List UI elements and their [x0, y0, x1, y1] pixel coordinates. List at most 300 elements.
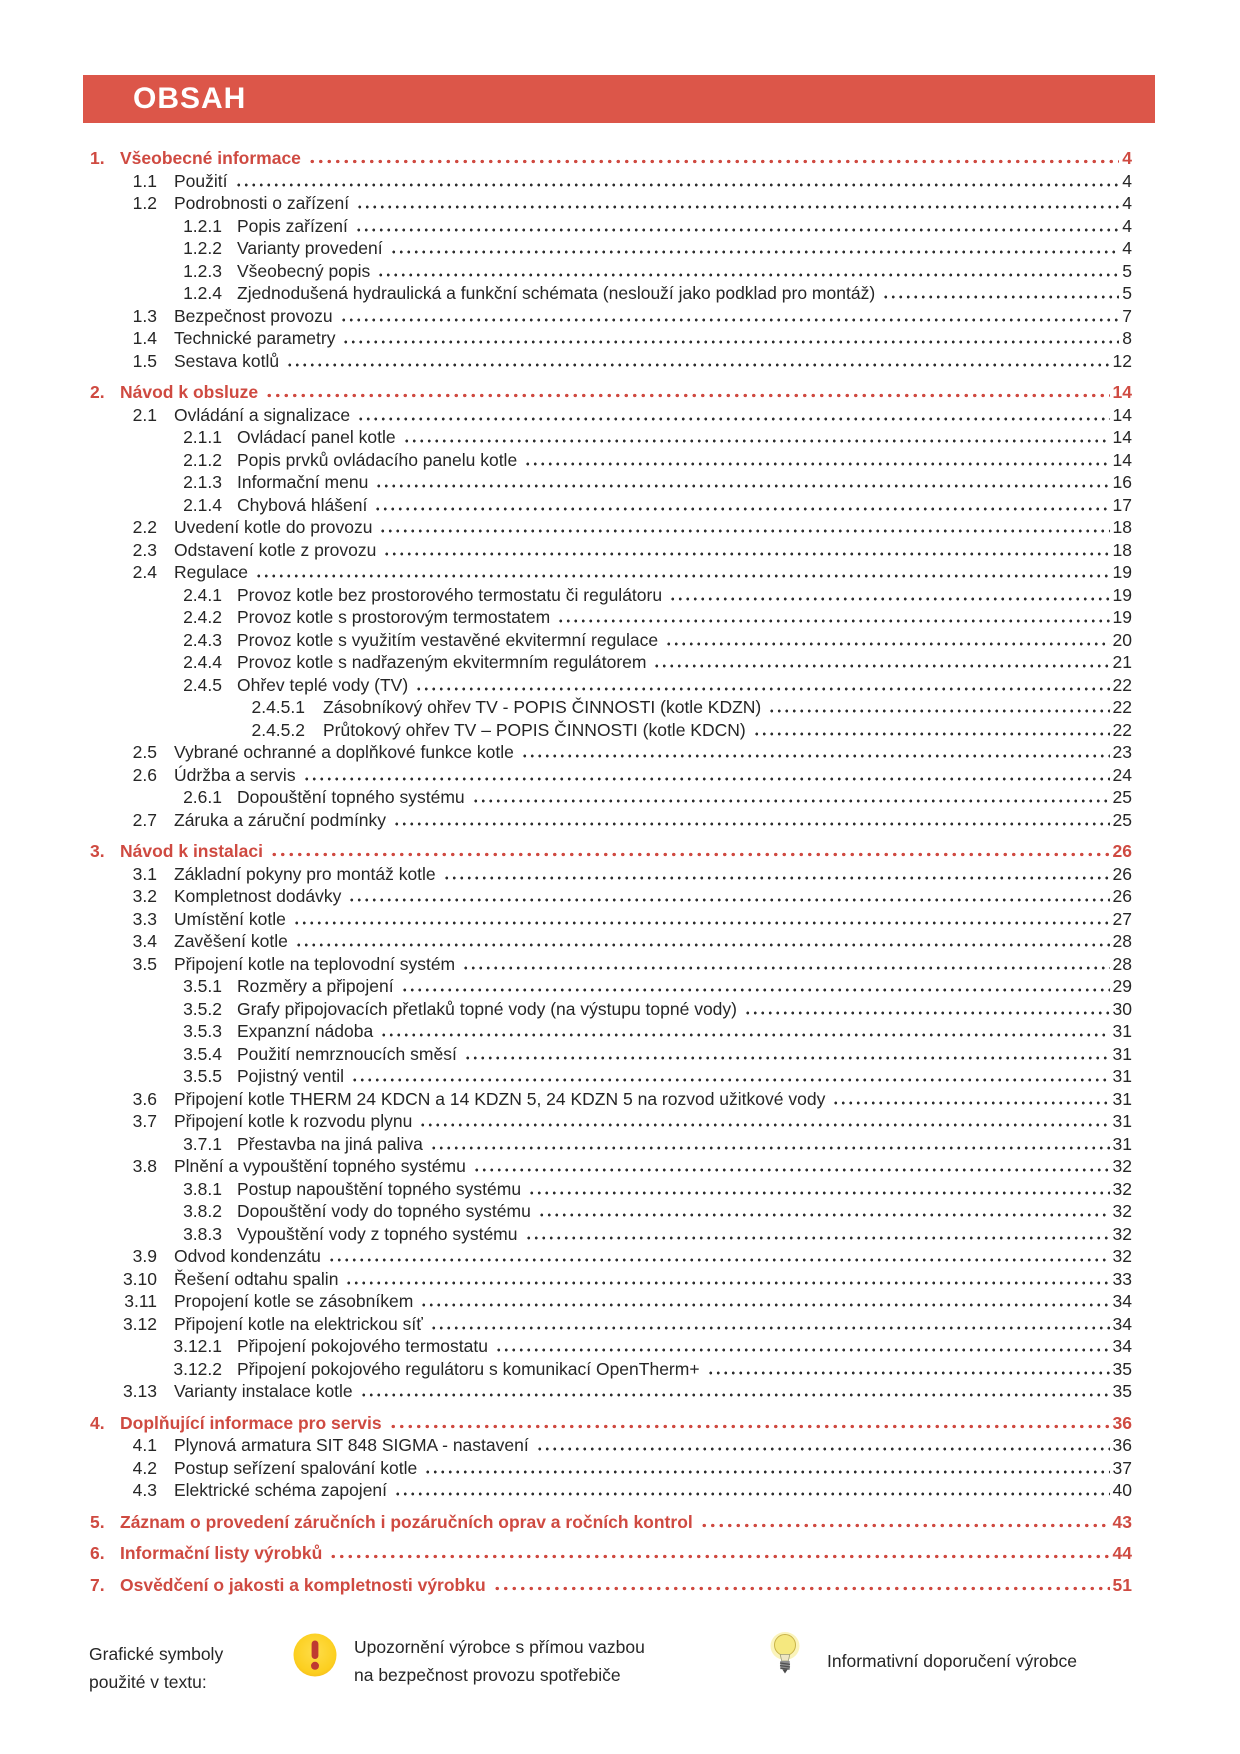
toc-entry-page: 4	[1122, 215, 1132, 236]
dot-leader	[308, 159, 1119, 164]
dot-leader	[669, 597, 1109, 601]
toc-entry-title: Všeobecný popis	[237, 260, 371, 281]
dot-leader	[340, 318, 1120, 322]
toc-entry	[85, 606, 1132, 629]
toc	[85, 147, 1132, 1596]
toc-entry	[85, 809, 1132, 832]
toc-entry-title: Rozměry a připojení	[237, 976, 394, 996]
dot-leader	[389, 1424, 1110, 1429]
toc-entry-page: 32	[1112, 1156, 1132, 1176]
toc-entry-number: 1.	[90, 148, 105, 168]
toc-entry	[85, 305, 1132, 328]
dot-leader	[443, 876, 1110, 880]
toc-entry-number: 3.5.1	[183, 976, 222, 996]
toc-entry-page: 36	[1112, 1435, 1132, 1455]
toc-entry	[85, 1020, 1132, 1043]
toc-entry-number: 2.3	[132, 539, 157, 560]
toc-entry-number: 1.2.1	[183, 215, 222, 236]
toc-entry-title: Postup napouštění topného systému	[237, 1178, 522, 1199]
toc-entry-number: 4.1	[132, 1435, 157, 1455]
toc-entry-number: 2.4.4	[183, 652, 222, 672]
toc-entry-page: 26	[1112, 841, 1132, 861]
toc-entry-title: Postup seřízení spalování kotle	[174, 1457, 418, 1478]
toc-entry-number: 2.1	[132, 404, 157, 425]
toc-entry-title: Provoz kotle s prostorovým termostatem	[237, 607, 551, 627]
toc-entry-page: 25	[1112, 809, 1132, 830]
toc-entry-page: 31	[1112, 1043, 1132, 1064]
dot-leader	[348, 898, 1109, 902]
toc-entry-number: 2.1.4	[183, 494, 222, 515]
toc-entry-title: Doplňující informace pro servis	[120, 1412, 382, 1433]
toc-entry-page: 14	[1112, 404, 1132, 425]
toc-entry-title: Informační menu	[237, 472, 369, 492]
toc-entry	[85, 1358, 1132, 1381]
toc-entry-page: 26	[1112, 886, 1132, 906]
dot-leader	[525, 1236, 1110, 1240]
toc-entry	[85, 1110, 1132, 1133]
dot-leader	[390, 250, 1120, 254]
toc-entry-page: 4	[1122, 148, 1132, 168]
toc-entry	[85, 1542, 1132, 1565]
toc-entry-number: 3.13	[122, 1381, 157, 1401]
toc-entry-number: 2.1.2	[183, 449, 222, 470]
toc-entry-number: 3.8.3	[183, 1223, 222, 1244]
toc-entry-title: Dopouštění topného systému	[237, 787, 465, 807]
legend-label-line2: použité v textu:	[89, 1672, 207, 1692]
toc-entry-page: 27	[1112, 908, 1132, 929]
dot-leader	[521, 754, 1110, 758]
dot-leader	[374, 507, 1109, 511]
dot-leader	[345, 1281, 1109, 1285]
toc-entry-title: Záznam o provedení záručních i pozáručních oprav a ročních kontrol	[120, 1511, 693, 1532]
toc-entry	[85, 1200, 1132, 1223]
toc-entry	[85, 539, 1132, 562]
legend-warning-text	[354, 1633, 674, 1689]
toc-entry-number: 3.1	[132, 863, 157, 884]
toc-entry	[85, 741, 1132, 764]
toc-entry-page: 18	[1112, 517, 1132, 537]
toc-entry-title: Průtokový ohřev TV – POPIS ČINNOSTI (kotle KDCN)	[323, 719, 746, 740]
toc-entry-page: 25	[1112, 787, 1132, 807]
toc-entry-page: 34	[1112, 1336, 1132, 1356]
toc-entry-page: 32	[1112, 1246, 1132, 1266]
toc-entry-page: 40	[1112, 1480, 1132, 1500]
toc-entry	[85, 1290, 1132, 1313]
dot-leader	[270, 852, 1110, 857]
toc-entry-title: Chybová hlášení	[237, 494, 368, 515]
toc-entry	[85, 1434, 1132, 1457]
dot-leader	[464, 1056, 1110, 1060]
dot-leader	[356, 205, 1119, 209]
toc-entry-page: 43	[1112, 1511, 1132, 1532]
dot-leader	[462, 966, 1109, 970]
toc-entry-number: 2.4.5.2	[251, 719, 305, 740]
toc-entry-title: Grafy připojovacích přetlaků topné vody (na výstupu topné vody)	[237, 998, 737, 1019]
toc-entry-number: 5.	[90, 1511, 105, 1532]
dot-leader	[255, 574, 1110, 578]
toc-entry-title: Řešení odtahu spalin	[174, 1268, 339, 1289]
dot-leader	[536, 1447, 1110, 1451]
toc-entry-number: 2.6	[132, 764, 157, 785]
lightbulb-icon	[770, 1631, 800, 1681]
dot-leader	[528, 1191, 1109, 1195]
toc-entry-title: Všeobecné informace	[120, 148, 301, 168]
toc-entry	[85, 1223, 1132, 1246]
dot-leader	[293, 921, 1110, 925]
dot-leader	[473, 1168, 1110, 1172]
toc-entry	[85, 381, 1132, 404]
toc-entry-title: Regulace	[174, 562, 248, 582]
toc-entry-page: 32	[1112, 1178, 1132, 1199]
toc-entry	[85, 651, 1132, 674]
toc-entry	[85, 840, 1132, 863]
toc-entry-number: 3.12.1	[173, 1336, 222, 1356]
toc-entry-title: Ovládací panel kotle	[237, 427, 396, 447]
toc-entry-page: 31	[1112, 1088, 1132, 1109]
toc-entry-page: 14	[1112, 427, 1132, 447]
toc-entry-title: Umístění kotle	[174, 908, 286, 929]
toc-entry-page: 51	[1112, 1574, 1132, 1595]
toc-entry-number: 6.	[90, 1543, 105, 1563]
toc-entry-page: 22	[1112, 674, 1132, 695]
dot-leader	[355, 228, 1119, 232]
toc-entry-page: 30	[1112, 998, 1132, 1019]
dot-leader	[394, 1492, 1110, 1496]
toc-entry-number: 1.4	[132, 328, 157, 348]
toc-entry	[85, 863, 1132, 886]
toc-entry-number: 1.2.4	[183, 283, 222, 303]
toc-entry-number: 3.	[90, 841, 105, 861]
toc-entry-title: Provoz kotle bez prostorového termostatu či regulátoru	[237, 584, 663, 605]
toc-entry-number: 2.4.2	[183, 607, 222, 627]
toc-entry-page: 31	[1112, 1021, 1132, 1041]
toc-entry-number: 3.3	[132, 908, 157, 929]
toc-entry-title: Zásobníkový ohřev TV - POPIS ČINNOSTI (kotle KDZN)	[323, 697, 762, 717]
toc-entry	[85, 885, 1132, 908]
toc-entry	[85, 1133, 1132, 1156]
dot-leader	[653, 664, 1109, 668]
dot-leader	[419, 1123, 1109, 1127]
toc-entry	[85, 764, 1132, 787]
toc-entry-number: 1.2.2	[183, 238, 222, 258]
toc-entry-page: 26	[1112, 863, 1132, 884]
toc-entry-number: 3.2	[132, 886, 157, 906]
toc-entry-title: Informační listy výrobků	[120, 1543, 323, 1563]
dot-leader	[753, 732, 1110, 736]
toc-entry-number: 3.12.2	[173, 1358, 222, 1379]
toc-entry	[85, 1088, 1132, 1111]
dot-leader	[351, 1078, 1110, 1082]
dot-leader	[342, 340, 1119, 344]
dot-leader	[524, 462, 1109, 466]
legend-label-line1: Grafické symboly	[89, 1644, 224, 1664]
legend-label	[89, 1633, 293, 1696]
toc-entry-title: Odvod kondenzátu	[174, 1246, 321, 1266]
toc-entry-page: 21	[1112, 652, 1132, 672]
toc-entry	[85, 786, 1132, 809]
toc-entry-title: Provoz kotle s nadřazeným ekvitermním regulátorem	[237, 652, 647, 672]
toc-entry	[85, 350, 1132, 373]
toc-entry-number: 7.	[90, 1574, 105, 1595]
toc-entry-title: Zjednodušená hydraulická a funkční schémata (neslouží jako podklad pro montáž)	[237, 283, 876, 303]
toc-entry-number: 3.8.2	[183, 1201, 222, 1221]
toc-entry-number: 3.9	[132, 1246, 157, 1266]
toc-entry-number: 1.1	[132, 170, 157, 191]
toc-entry	[85, 1412, 1132, 1435]
toc-entry	[85, 1574, 1132, 1597]
toc-entry-page: 31	[1112, 1066, 1132, 1086]
toc-entry-title: Návod k instalaci	[120, 841, 263, 861]
toc-entry	[85, 260, 1132, 283]
dot-leader	[380, 1033, 1109, 1037]
toc-entry-page: 19	[1112, 584, 1132, 605]
toc-entry-number: 3.6	[132, 1088, 157, 1109]
toc-entry-page: 24	[1112, 764, 1132, 785]
toc-entry-page: 4	[1122, 193, 1132, 213]
dot-leader	[328, 1258, 1110, 1262]
toc-entry	[85, 1178, 1132, 1201]
toc-entry	[85, 584, 1132, 607]
dot-leader	[768, 709, 1109, 713]
toc-entry-number: 3.5.3	[183, 1021, 222, 1041]
toc-entry	[85, 1335, 1132, 1358]
toc-entry	[85, 953, 1132, 976]
toc-entry	[85, 494, 1132, 517]
toc-entry-title: Pojistný ventil	[237, 1066, 344, 1086]
toc-entry-title: Záruka a záruční podmínky	[174, 809, 387, 830]
dot-leader	[700, 1523, 1110, 1528]
toc-entry-number: 1.3	[132, 305, 157, 326]
toc-entry-page: 37	[1112, 1457, 1132, 1478]
toc-entry-title: Připojení pokojového regulátoru s komunikací OpenTherm+	[237, 1358, 700, 1379]
toc-entry-title: Připojení kotle na elektrickou síť	[174, 1313, 423, 1334]
legend-warning-line1: Upozornění výrobce s přímou vazbou	[354, 1637, 645, 1657]
toc-entry	[85, 1245, 1132, 1268]
dot-leader	[430, 1146, 1110, 1150]
toc-entry-number: 2.4.5.1	[251, 697, 305, 717]
dot-leader	[707, 1371, 1110, 1375]
toc-entry-page: 5	[1122, 260, 1132, 281]
toc-entry-number: 3.11	[124, 1291, 157, 1311]
toc-entry	[85, 147, 1132, 170]
toc-entry-page: 7	[1122, 305, 1132, 326]
toc-entry-title: Údržba a servis	[174, 764, 296, 785]
toc-entry-number: 2.7	[132, 809, 157, 830]
dot-leader	[265, 393, 1109, 398]
toc-entry	[85, 908, 1132, 931]
dot-leader	[744, 1011, 1110, 1015]
toc-entry-page: 36	[1112, 1412, 1132, 1433]
toc-entry-page: 20	[1112, 629, 1132, 650]
toc-entry	[85, 1479, 1132, 1502]
toc-entry-number: 2.2	[132, 517, 157, 537]
toc-entry-number: 3.7.1	[183, 1133, 222, 1154]
toc-entry-title: Kompletnost dodávky	[174, 886, 342, 906]
toc-entry-title: Technické parametry	[174, 328, 336, 348]
toc-entry-page: 32	[1112, 1223, 1132, 1244]
toc-entry-page: 18	[1112, 539, 1132, 560]
toc-entry-title: Připojení kotle na teplovodní systém	[174, 953, 456, 974]
toc-entry-title: Popis zařízení	[237, 215, 348, 236]
toc-entry	[85, 282, 1132, 305]
toc-entry-title: Propojení kotle se zásobníkem	[174, 1291, 414, 1311]
toc-entry-number: 1.5	[132, 350, 157, 371]
toc-entry	[85, 215, 1132, 238]
toc-entry-number: 3.10	[122, 1268, 157, 1289]
toc-entry-number: 3.8.1	[183, 1178, 222, 1199]
toc-entry-title: Připojení pokojového termostatu	[237, 1336, 488, 1356]
toc-entry-title: Použití nemrznoucích směsí	[237, 1043, 457, 1064]
toc-entry-title: Popis prvků ovládacího panelu kotle	[237, 449, 518, 470]
toc-entry-number: 1.2	[132, 193, 157, 213]
toc-entry	[85, 471, 1132, 494]
toc-entry-number: 2.4.5	[183, 674, 222, 695]
dot-leader	[377, 273, 1119, 277]
toc-entry-title: Odstavení kotle z provozu	[174, 539, 377, 560]
toc-entry-page: 31	[1112, 1133, 1132, 1154]
toc-entry-page: 28	[1112, 953, 1132, 974]
dot-leader	[420, 1303, 1109, 1307]
toc-entry-number: 3.5.5	[183, 1066, 222, 1086]
toc-entry-title: Zavěšení kotle	[174, 931, 288, 951]
toc-entry-page: 22	[1112, 719, 1132, 740]
toc-entry-number: 3.5	[132, 953, 157, 974]
dot-leader	[303, 777, 1110, 781]
dot-leader	[383, 552, 1109, 556]
toc-entry-number: 2.1.1	[183, 427, 222, 447]
toc-entry-title: Sestava kotlů	[174, 350, 280, 371]
toc-entry-title: Varianty instalace kotle	[174, 1381, 353, 1401]
toc-entry-title: Provoz kotle s využitím vestavěné ekvitermní regulace	[237, 629, 659, 650]
toc-entry	[85, 327, 1132, 350]
dot-leader	[415, 687, 1109, 691]
toc-entry-number: 2.4.1	[183, 584, 222, 605]
toc-entry-page: 17	[1112, 494, 1132, 515]
toc-entry-title: Použití	[174, 170, 228, 191]
toc-entry-number: 4.	[90, 1412, 105, 1433]
dot-leader	[665, 642, 1109, 646]
toc-entry-title: Plynová armatura SIT 848 SIGMA - nastavení	[174, 1435, 529, 1455]
toc-entry-title: Vypouštění vody z topného systému	[237, 1223, 518, 1244]
toc-entry	[85, 426, 1132, 449]
toc-entry	[85, 930, 1132, 953]
toc-entry-title: Základní pokyny pro montáž kotle	[174, 863, 436, 884]
toc-entry-page: 4	[1122, 170, 1132, 191]
toc-entry-title: Elektrické schéma zapojení	[174, 1480, 388, 1500]
toc-entry-page: 22	[1112, 697, 1132, 717]
dot-leader	[401, 988, 1110, 992]
toc-entry-title: Osvědčení o jakosti a kompletnosti výrobku	[120, 1574, 486, 1595]
toc-entry-page: 5	[1122, 283, 1132, 303]
toc-entry	[85, 1065, 1132, 1088]
toc-entry	[85, 1457, 1132, 1480]
toc-entry	[85, 404, 1132, 427]
toc-entry-title: Vybrané ochranné a doplňkové funkce kotle	[174, 742, 514, 762]
toc-entry-page: 23	[1112, 742, 1132, 762]
toc-entry-number: 4.2	[132, 1457, 157, 1478]
obsah-header-band	[83, 75, 1155, 123]
dot-leader	[286, 363, 1109, 367]
toc-entry	[85, 237, 1132, 260]
toc-entry-title: Podrobnosti o zařízení	[174, 193, 350, 213]
toc-entry	[85, 719, 1132, 742]
toc-entry-number: 3.12	[122, 1313, 157, 1334]
toc-entry-page: 28	[1112, 931, 1132, 951]
toc-entry-title: Návod k obsluze	[120, 382, 259, 402]
dot-leader	[235, 183, 1120, 187]
toc-entry-number: 2.	[90, 382, 105, 402]
toc-entry-title: Připojení kotle THERM 24 KDCN a 14 KDZN 5, 24 KDZN 5 na rozvod užitkové vody	[174, 1088, 826, 1109]
toc-entry-page: 31	[1112, 1111, 1132, 1131]
toc-entry	[85, 696, 1132, 719]
page-title: OBSAH	[133, 82, 247, 115]
toc-entry	[85, 674, 1132, 697]
dot-leader	[557, 619, 1109, 623]
dot-leader	[832, 1101, 1109, 1105]
toc-entry-page: 19	[1112, 607, 1132, 627]
exclamation-circle-icon	[293, 1633, 337, 1677]
toc-entry-page: 8	[1122, 328, 1132, 348]
legend-info-text: Informativní doporučení výrobce	[827, 1651, 1077, 1671]
toc-entry-number: 2.4	[132, 562, 157, 582]
dot-leader	[538, 1213, 1110, 1217]
toc-entry	[85, 1043, 1132, 1066]
toc-entry-number: 2.1.3	[183, 472, 222, 492]
toc-entry-page: 14	[1112, 382, 1132, 402]
dot-leader	[357, 417, 1109, 421]
toc-entry-title: Dopouštění vody do topného systému	[237, 1201, 531, 1221]
dot-leader	[430, 1326, 1110, 1330]
toc-entry-title: Varianty provedení	[237, 238, 383, 258]
toc-entry-page: 34	[1112, 1313, 1132, 1334]
toc-entry-number: 3.8	[132, 1156, 157, 1176]
toc-entry	[85, 1313, 1132, 1336]
toc-entry	[85, 1380, 1132, 1403]
toc-entry-page: 35	[1112, 1381, 1132, 1401]
toc-entry-page: 29	[1112, 976, 1132, 996]
toc-entry	[85, 170, 1132, 193]
toc-entry-page: 35	[1112, 1358, 1132, 1379]
toc-entry-page: 16	[1112, 472, 1132, 492]
toc-entry-page: 34	[1112, 1291, 1132, 1311]
toc-entry-page: 33	[1112, 1268, 1132, 1289]
dot-leader	[403, 439, 1110, 443]
dot-leader	[329, 1554, 1109, 1559]
legend-warning-line2: na bezpečnost provozu spotřebiče	[354, 1665, 621, 1685]
toc-entry-number: 1.2.3	[183, 260, 222, 281]
dot-leader	[375, 484, 1109, 488]
toc-entry	[85, 449, 1132, 472]
toc-entry-title: Připojení kotle k rozvodu plynu	[174, 1111, 413, 1131]
dot-leader	[495, 1348, 1110, 1352]
toc-entry	[85, 629, 1132, 652]
toc-entry	[85, 998, 1132, 1021]
toc-entry-title: Expanzní nádoba	[237, 1021, 374, 1041]
toc-entry-page: 32	[1112, 1201, 1132, 1221]
legend	[89, 1633, 1149, 1696]
toc-entry-page: 4	[1122, 238, 1132, 258]
dot-leader	[360, 1393, 1110, 1397]
toc-entry-number: 3.5.2	[183, 998, 222, 1019]
toc-entry	[85, 1268, 1132, 1291]
toc-entry-page: 12	[1112, 350, 1132, 371]
toc-entry	[85, 975, 1132, 998]
toc-entry-number: 3.5.4	[183, 1043, 222, 1064]
toc-entry-title: Ovládání a signalizace	[174, 404, 351, 425]
toc-entry	[85, 1155, 1132, 1178]
toc-entry	[85, 192, 1132, 215]
toc-entry	[85, 561, 1132, 584]
